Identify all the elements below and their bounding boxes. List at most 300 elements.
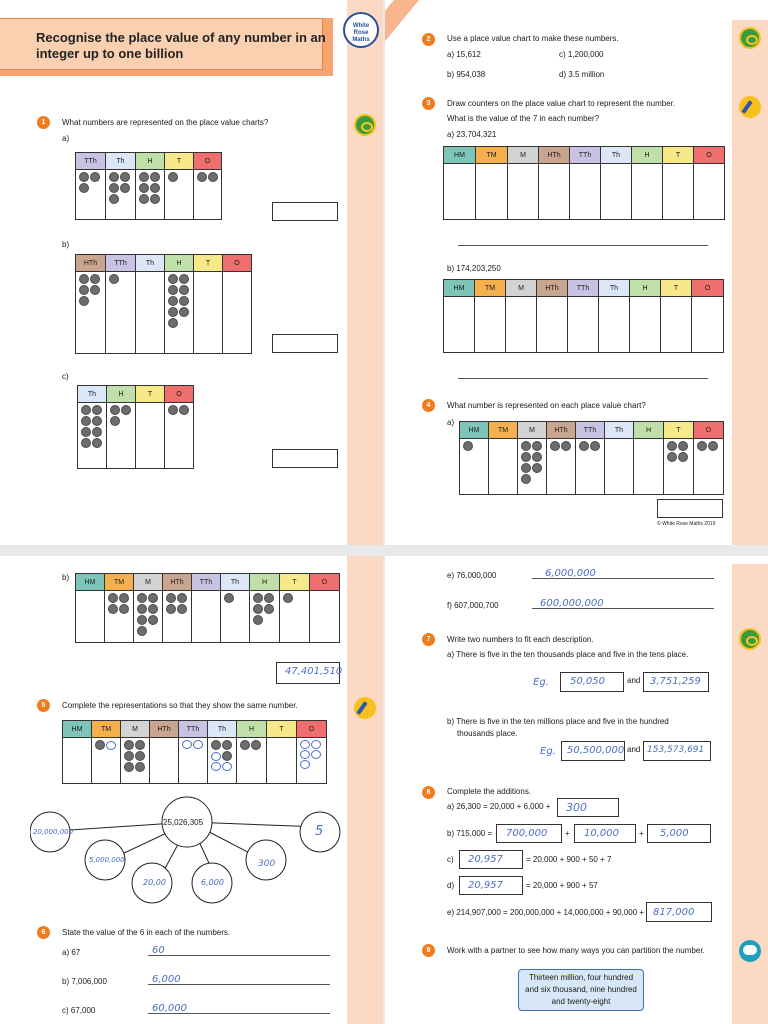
handwritten-answer: 3,751,259 [650, 676, 701, 687]
counter [561, 441, 571, 451]
part-value: 6,000 [201, 878, 224, 887]
handwritten-answer: 10,000 [584, 828, 619, 839]
question-text: State the value of the 6 in each of the numbers. [62, 928, 231, 937]
column-header: Th [599, 280, 630, 297]
counter [109, 194, 119, 204]
reasoning-gear-icon [739, 27, 761, 49]
counter [150, 183, 160, 193]
item-b: b) There is five in the ten millions place and five in the hundred [447, 717, 669, 726]
counter-cell[interactable] [163, 591, 192, 643]
drawn-counter [193, 740, 203, 749]
counter [667, 452, 677, 462]
counter-cell[interactable] [179, 738, 208, 784]
counter-cell[interactable] [194, 272, 223, 354]
column-header: HTh [547, 422, 576, 439]
counter-cell[interactable] [576, 439, 605, 495]
column-header: O [165, 386, 194, 403]
counter-cell[interactable] [76, 591, 105, 643]
counter [110, 405, 120, 415]
answer-box[interactable] [272, 202, 338, 221]
counter [120, 172, 130, 182]
counter [253, 604, 263, 614]
handwritten-answer: 20,957 [468, 880, 503, 891]
column-header: HTh [163, 574, 192, 591]
counter [135, 740, 145, 750]
counter [119, 604, 129, 614]
logo [343, 12, 379, 48]
place-value-chart-3b [443, 279, 724, 353]
drawn-counter [300, 760, 310, 769]
counter-cell[interactable] [106, 170, 136, 220]
counter [168, 172, 178, 182]
drawn-counter [311, 740, 321, 749]
counter [177, 593, 187, 603]
counter [253, 593, 263, 603]
counter [81, 416, 91, 426]
counter [79, 274, 89, 284]
worksheet-page-3 [0, 556, 383, 1024]
question-number: 3 [422, 97, 435, 110]
counter-cell[interactable] [106, 272, 136, 354]
chart-header-row [76, 255, 252, 272]
pencil-icon [739, 96, 761, 118]
counter [121, 405, 131, 415]
item-c: c) 1,200,000 [559, 50, 604, 59]
handwritten-answer: 20,957 [468, 854, 503, 865]
column-header: T [664, 422, 694, 439]
question-text: What numbers are represented on the place value charts? [62, 118, 269, 127]
counter [179, 274, 189, 284]
reasoning-gear-icon [739, 628, 761, 650]
counter-cell[interactable] [599, 297, 630, 353]
answer-box[interactable] [643, 741, 711, 761]
column-header: Th [208, 721, 237, 738]
counter-cell[interactable] [121, 738, 150, 784]
counter [179, 307, 189, 317]
counter [532, 463, 542, 473]
counter [179, 296, 189, 306]
counter [708, 441, 718, 451]
part-label: a) [447, 418, 455, 427]
counter-cell[interactable] [547, 439, 576, 495]
item-label: e) 76,000,000 [447, 571, 497, 580]
item-a: a) 26,300 = 20,000 + 6,000 + [447, 802, 551, 811]
counter [109, 274, 119, 284]
question-number: 4 [422, 399, 435, 412]
plus-sign: + [565, 829, 570, 838]
handwritten-answer: 5,000 [660, 828, 689, 839]
counter-cell[interactable] [489, 439, 518, 495]
counter [264, 604, 274, 614]
counter [109, 183, 119, 193]
item-a: a) There is five in the ten thousands place and five in the tens place. [447, 650, 689, 659]
counter [550, 441, 560, 451]
counter [678, 452, 688, 462]
column-header: HM [63, 721, 92, 738]
counter [150, 194, 160, 204]
counter [119, 593, 129, 603]
column-header: H [250, 574, 280, 591]
counter [179, 405, 189, 415]
pencil-icon [354, 697, 376, 719]
counter-cell[interactable] [630, 297, 661, 353]
handwritten-answer: 47,401,510 [285, 666, 343, 677]
counter-cell[interactable] [194, 170, 222, 220]
answer-box[interactable] [557, 798, 619, 817]
column-header: H [634, 422, 664, 439]
counter-cell[interactable] [165, 272, 194, 354]
drawn-counter [300, 740, 310, 749]
question-number: 2 [422, 33, 435, 46]
column-header: H [165, 255, 194, 272]
counter-cell[interactable] [460, 439, 489, 495]
item-a: a) 23,704,321 [447, 130, 497, 139]
handwritten-eg: Eg. [540, 746, 556, 757]
chart-header-row [78, 386, 194, 403]
counter [168, 318, 178, 328]
answer-line[interactable] [148, 955, 330, 956]
drawn-counter [106, 741, 116, 750]
counter-cell[interactable] [539, 164, 570, 220]
and-label: and [627, 745, 641, 754]
counter [168, 307, 178, 317]
counter [95, 740, 105, 750]
counter-cell[interactable] [632, 164, 663, 220]
counter [135, 751, 145, 761]
counter-cell[interactable] [280, 591, 310, 643]
place-value-chart-1b [75, 254, 252, 354]
column-header: TTh [192, 574, 221, 591]
column-header: T [136, 386, 165, 403]
counter [81, 405, 91, 415]
counter-cell[interactable] [475, 297, 506, 353]
column-header: O [692, 280, 724, 297]
item-c: c) [447, 855, 454, 864]
part-label: b) [62, 240, 70, 249]
item-b: b) 715,000 = [447, 829, 493, 838]
drawn-counter [222, 762, 232, 771]
question-number: 7 [422, 633, 435, 646]
question-number: 5 [37, 699, 50, 712]
counter [521, 474, 531, 484]
part-value: 5,000,000 [89, 856, 125, 864]
column-header: O [297, 721, 327, 738]
question-number: 1 [37, 116, 50, 129]
column-header: T [280, 574, 310, 591]
answer-box[interactable] [560, 672, 624, 692]
part-label: b) [62, 573, 70, 582]
column-header: HM [460, 422, 489, 439]
and-label: and [627, 676, 641, 685]
column-header: HM [444, 147, 476, 164]
column-header: HM [444, 280, 475, 297]
part-label: a) [62, 134, 70, 143]
counter-cell[interactable] [661, 297, 692, 353]
counter [240, 740, 250, 750]
column-header: O [223, 255, 252, 272]
handwritten-answer: 60,000 [152, 1003, 187, 1014]
counter [168, 296, 178, 306]
column-header: HTh [539, 147, 570, 164]
counter [139, 172, 149, 182]
counter [139, 183, 149, 193]
item-d: d) [447, 881, 455, 890]
column-header: Th [78, 386, 107, 403]
counter-cell[interactable] [105, 591, 134, 643]
counter [521, 441, 531, 451]
counter-cell[interactable] [476, 164, 508, 220]
counter-cell[interactable] [78, 403, 107, 469]
column-header: HTh [150, 721, 179, 738]
counter [109, 172, 119, 182]
column-header: T [194, 255, 223, 272]
column-header: H [136, 153, 165, 170]
drawn-counter [300, 750, 310, 759]
counter-cell[interactable] [165, 403, 194, 469]
question-text: Write two numbers to fit each description. [447, 635, 594, 644]
counter-cell[interactable] [664, 439, 694, 495]
counter [108, 593, 118, 603]
counter [124, 740, 134, 750]
column-header: Th [106, 153, 136, 170]
place-value-chart-3a [443, 146, 725, 220]
counter [81, 427, 91, 437]
counter-cell[interactable] [221, 591, 250, 643]
column-header: H [632, 147, 663, 164]
item-label: c) 67,000 [62, 1006, 96, 1015]
counter-cell[interactable] [692, 297, 724, 353]
counter [166, 593, 176, 603]
counter [251, 740, 261, 750]
counter-cell[interactable] [663, 164, 694, 220]
chart-header-row [76, 574, 340, 591]
chart-counter-row [444, 297, 724, 353]
part-value: 300 [258, 859, 276, 869]
counter [92, 427, 102, 437]
counter-cell[interactable] [92, 738, 121, 784]
question-text: Draw counters on the place value chart to represent the number. [447, 99, 676, 108]
counter [137, 626, 147, 636]
column-header: T [661, 280, 692, 297]
counter [139, 194, 149, 204]
column-header: TTh [568, 280, 599, 297]
words-line: and twenty-eight [551, 997, 611, 1006]
column-header: M [508, 147, 539, 164]
answer-line[interactable] [458, 245, 708, 246]
counter [137, 604, 147, 614]
column-header: TM [489, 422, 518, 439]
words-line: Thirteen million, four hundred [528, 973, 634, 982]
chart-counter-row [76, 591, 340, 643]
counter-cell[interactable] [76, 272, 106, 354]
drawn-counter [182, 740, 192, 749]
plus-sign: + [639, 829, 644, 838]
side-band [347, 0, 383, 545]
page-title: Recognise the place value of any number in an integer up to one billion [36, 30, 326, 61]
number-in-words-box [518, 969, 644, 1011]
column-header: T [267, 721, 297, 738]
handwritten-answer: 60 [152, 945, 165, 956]
counter-cell[interactable] [76, 170, 106, 220]
column-header: O [194, 153, 222, 170]
handwritten-answer: 600,000,000 [540, 598, 604, 609]
counter [177, 604, 187, 614]
answer-box[interactable] [657, 499, 723, 518]
chart-header-row [444, 280, 724, 297]
counter-cell[interactable] [568, 297, 599, 353]
chart-counter-row [460, 439, 724, 495]
counter-cell[interactable] [508, 164, 539, 220]
counter-cell[interactable] [518, 439, 547, 495]
column-header: HTh [537, 280, 568, 297]
counter-cell[interactable] [267, 738, 297, 784]
answer-box[interactable] [646, 902, 712, 922]
counter [667, 441, 677, 451]
counter-cell[interactable] [601, 164, 632, 220]
counter-cell[interactable] [237, 738, 267, 784]
answer-box[interactable] [272, 449, 338, 468]
worksheet-page-2 [385, 0, 768, 545]
answer-box[interactable] [459, 876, 523, 895]
question-text: Complete the additions. [447, 787, 532, 796]
counter [463, 441, 473, 451]
drawn-counter [311, 750, 321, 759]
counter-cell[interactable] [444, 297, 475, 353]
counter-cell[interactable] [444, 164, 476, 220]
counter [148, 615, 158, 625]
item-e: e) 214,907,000 = 200,000,000 + 14,000,000 + 90,000 + [447, 908, 645, 917]
column-header: O [694, 422, 724, 439]
counter [90, 285, 100, 295]
words-line: and six thousand, nine hundred [525, 985, 637, 994]
chart-header-row [63, 721, 327, 738]
counter [590, 441, 600, 451]
counter-cell[interactable] [694, 439, 724, 495]
equation-rest: = 20,000 + 900 + 57 [526, 881, 598, 890]
worksheet-page-4 [385, 556, 768, 1024]
counter [211, 740, 221, 750]
counter-cell[interactable] [134, 591, 163, 643]
counter-cell[interactable] [537, 297, 568, 353]
counter [120, 183, 130, 193]
answer-box[interactable] [561, 741, 625, 761]
answer-box[interactable] [276, 662, 343, 684]
answer-box[interactable] [459, 850, 523, 869]
answer-box[interactable] [643, 672, 709, 692]
counter-cell[interactable] [694, 164, 725, 220]
handwritten-answer: 700,000 [506, 828, 548, 839]
reasoning-gear-icon [354, 114, 376, 136]
counter [532, 441, 542, 451]
counter-cell[interactable] [136, 170, 165, 220]
column-header: TM [475, 280, 506, 297]
counter-cell[interactable] [297, 738, 327, 784]
counter-cell[interactable] [192, 591, 221, 643]
place-value-chart-1a [75, 152, 222, 220]
counter-cell[interactable] [605, 439, 634, 495]
column-header: T [663, 147, 694, 164]
counter-cell[interactable] [136, 403, 165, 469]
counter-cell[interactable] [165, 170, 194, 220]
counter [222, 740, 232, 750]
chart-header-row [76, 153, 222, 170]
column-header: TM [92, 721, 121, 738]
answer-box[interactable] [647, 824, 711, 843]
place-value-chart-5 [62, 720, 327, 784]
column-header: M [134, 574, 163, 591]
counter-cell[interactable] [208, 738, 237, 784]
counter [92, 405, 102, 415]
counter [135, 762, 145, 772]
counter [79, 183, 89, 193]
counter [208, 172, 218, 182]
chart-counter-row [63, 738, 327, 784]
counter [168, 285, 178, 295]
answer-line[interactable] [458, 378, 708, 379]
answer-box[interactable] [272, 334, 338, 353]
counter-cell[interactable] [63, 738, 92, 784]
question-number: 6 [37, 926, 50, 939]
counter-cell[interactable] [107, 403, 136, 469]
column-header: TTh [570, 147, 601, 164]
counter-cell[interactable] [506, 297, 537, 353]
column-header: HTh [76, 255, 106, 272]
logo-text: White Rose Maths [352, 23, 370, 43]
drawn-counter [211, 762, 221, 771]
counter-cell[interactable] [310, 591, 340, 643]
question-number: 9 [422, 944, 435, 957]
counter-cell[interactable] [634, 439, 664, 495]
column-header: TTh [76, 153, 106, 170]
counter [124, 762, 134, 772]
counter-cell[interactable] [250, 591, 280, 643]
chart-counter-row [76, 170, 222, 220]
column-header: M [506, 280, 537, 297]
counter [148, 593, 158, 603]
handwritten-answer: 6,000 [152, 974, 181, 985]
counter [697, 441, 707, 451]
counter-cell[interactable] [223, 272, 252, 354]
counter [283, 593, 293, 603]
worksheet-page-1 [0, 0, 383, 545]
counter [81, 438, 91, 448]
chart-header-row [444, 147, 725, 164]
handwritten-eg: Eg. [533, 677, 549, 688]
question-subtext: What is the value of the 7 in each number? [447, 114, 600, 123]
counter [148, 604, 158, 614]
counter-cell[interactable] [150, 738, 179, 784]
answer-box[interactable] [496, 824, 562, 843]
side-band [347, 556, 383, 1024]
counter-cell[interactable] [136, 272, 165, 354]
counter-cell[interactable] [570, 164, 601, 220]
drawn-counter [211, 752, 221, 761]
counter [521, 452, 531, 462]
counter [521, 463, 531, 473]
handwritten-answer: 300 [566, 801, 587, 814]
counter [253, 615, 263, 625]
answer-box[interactable] [574, 824, 636, 843]
item-label: a) 67 [62, 948, 81, 957]
chart-counter-row [76, 272, 252, 354]
part-value: 20,00 [143, 878, 166, 887]
counter [532, 452, 542, 462]
counter [224, 593, 234, 603]
place-value-chart-1c [77, 385, 194, 469]
item-a: a) 15,612 [447, 50, 481, 59]
question-text: Work with a partner to see how many ways you can partition the number. [447, 946, 705, 955]
counter [166, 604, 176, 614]
